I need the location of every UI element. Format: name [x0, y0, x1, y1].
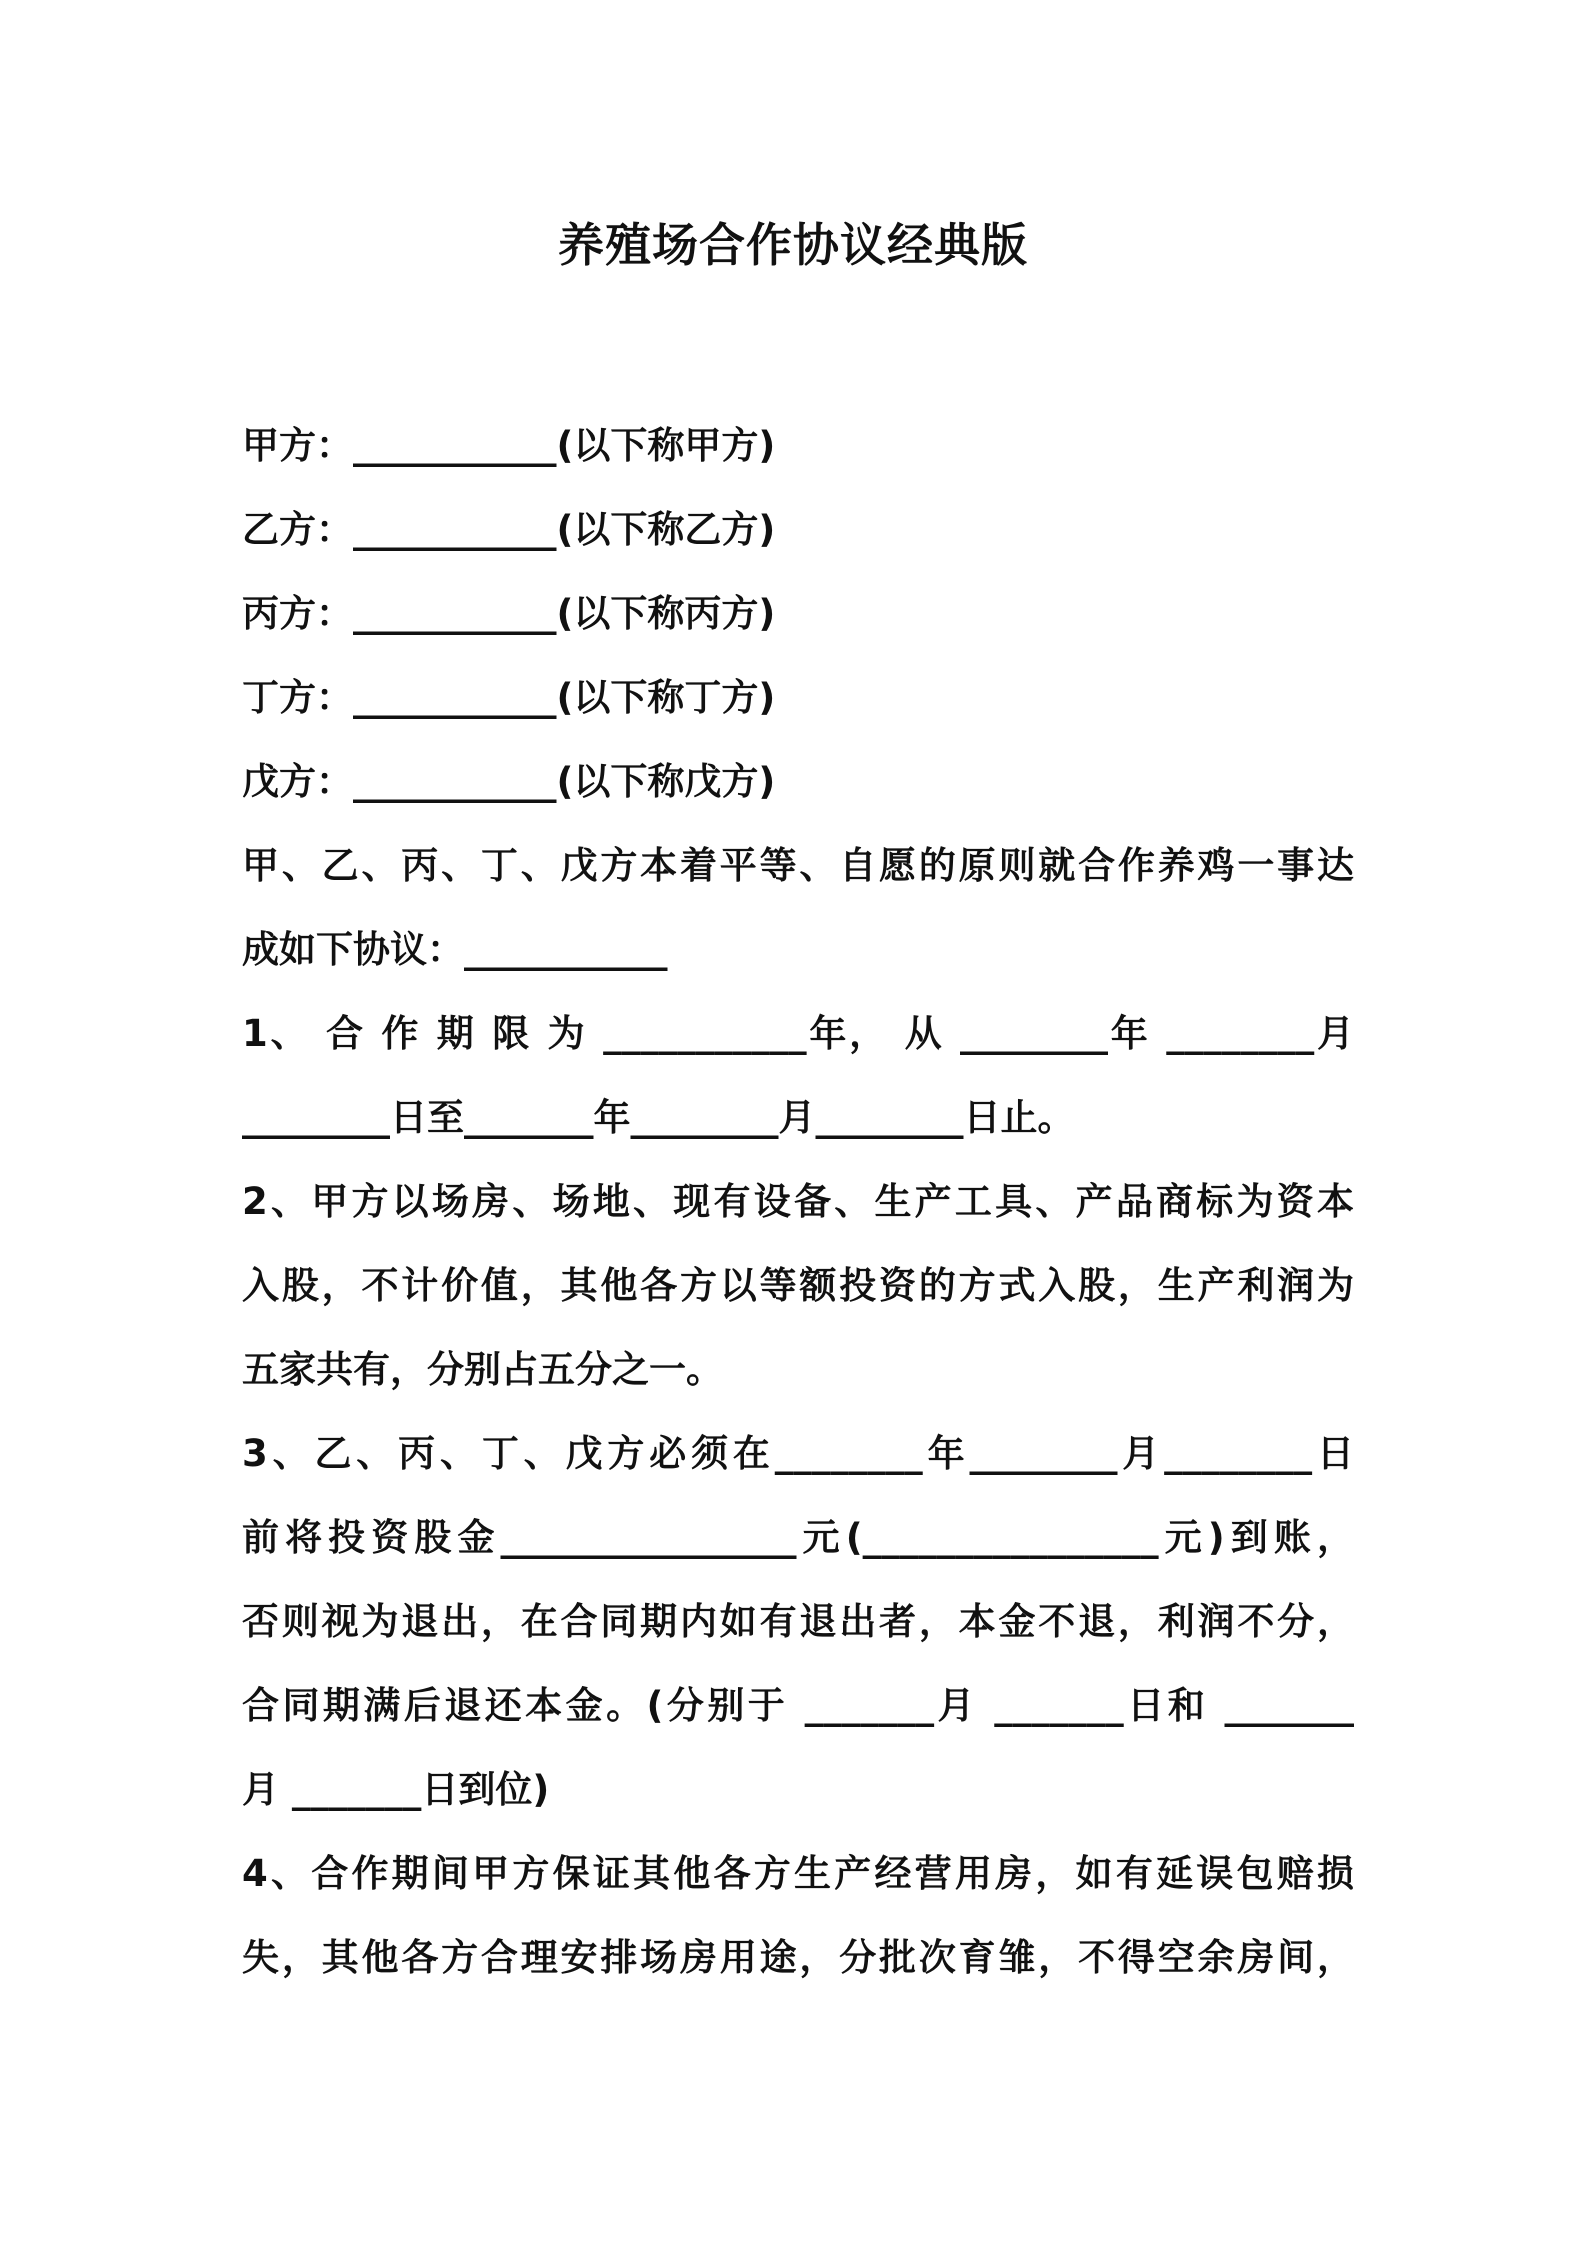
party-bing: 丙方：___________(以下称丙方) [242, 592, 776, 635]
document-title: 养殖场合作协议经典版 [558, 218, 1028, 272]
clause-2-line-1: 2、甲方以场房、场地、现有设备、生产工具、产品商标为资本 [242, 1180, 1354, 1223]
clause-3-line-4: 合同期满后退还本金。(分别于 _______月 _______日和 _______ [242, 1684, 1354, 1727]
clause-4-line-2: 失，其他各方合理安排场房用途，分批次育雏，不得空余房间， [242, 1936, 1354, 1979]
clause-2-line-3: 五家共有，分别占五分之一。 [242, 1348, 723, 1391]
clause-3-line-2: 前将投资股金________________元(________________元)到账， [242, 1516, 1354, 1559]
party-wu: 戊方：___________(以下称戊方) [242, 760, 776, 803]
party-jia: 甲方：___________(以下称甲方) [242, 424, 776, 467]
intro-line-1: 甲、乙、丙、丁、戊方本着平等、自愿的原则就合作养鸡一事达 [242, 844, 1354, 887]
clause-2-line-2: 入股，不计价值，其他各方以等额投资的方式入股，生产利润为 [242, 1264, 1354, 1307]
intro-line-2: 成如下协议：___________ [242, 928, 668, 971]
clause-3-line-1: 3、乙、丙、丁、戊方必须在________年________月________日 [242, 1432, 1354, 1475]
party-ding: 丁方：___________(以下称丁方) [242, 676, 776, 719]
clause-1-line-2: ________日至_______年________月________日止。 [242, 1096, 1075, 1139]
clause-3-line-3: 否则视为退出，在合同期内如有退出者，本金不退，利润不分， [242, 1600, 1354, 1643]
clause-4-line-1: 4、合作期间甲方保证其他各方生产经营用房，如有延误包赔损 [242, 1852, 1354, 1895]
clause-3-line-5: 月 _______日到位) [242, 1768, 550, 1811]
party-yi: 乙方：___________(以下称乙方) [242, 508, 776, 551]
clause-1-line-1: 1、 合 作 期 限 为 ___________年， 从 ________年 ________月 [242, 1012, 1354, 1055]
document-body [242, 404, 1354, 2000]
